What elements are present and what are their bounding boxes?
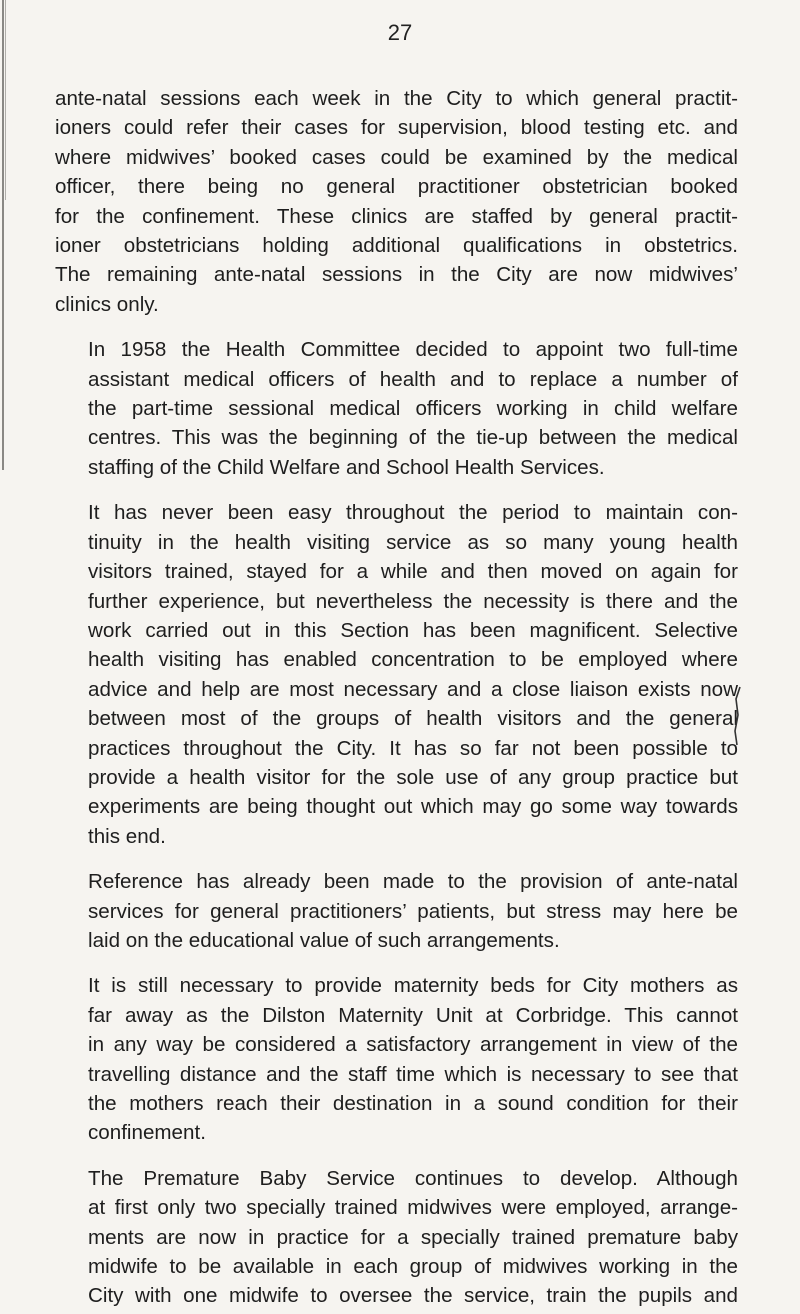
text-line: the mothers reach their destination in a sound condition for their	[88, 1092, 738, 1115]
text-line: City with one midwife to oversee the service, train the pupils and	[88, 1284, 738, 1308]
text-line: in any way be considered a satisfactory arrangement in view of the	[88, 1033, 738, 1057]
text-line: ioner obstetricians holding additional qualifications in obstetrics.	[55, 234, 738, 258]
text-line: where midwives’ booked cases could be examined by the medical	[55, 145, 738, 169]
text-line: experiments are being thought out which may go some way towards	[88, 795, 738, 819]
paragraph-health-visiting-service	[55, 498, 738, 851]
text-line: In 1958 the Health Committee decided to appoint two full-time	[88, 338, 738, 362]
text-line: further experience, but nevertheless the necessity is there and the	[88, 589, 738, 613]
text-line: staffing of the Child Welfare and School Health Services.	[88, 455, 605, 479]
paragraph-health-committee-1958	[55, 335, 738, 482]
paragraph-maternity-beds	[55, 971, 738, 1147]
text-line: laid on the educational value of such arrangements.	[88, 928, 560, 952]
paragraph-premature-baby-service	[55, 1164, 738, 1311]
text-line: confinement.	[88, 1121, 206, 1145]
text-line: tinuity in the health visiting service as so many young health	[88, 530, 738, 554]
text-line: midwife to be available in each group of midwives working in the	[88, 1255, 738, 1279]
text-line: ante-natal sessions each week in the City to which general practit-	[55, 87, 738, 110]
paragraph-antenatal-sessions	[55, 84, 738, 319]
margin-bracket-mark	[733, 685, 743, 747]
text-line: It is still necessary to provide maternity beds for City mothers as	[88, 974, 738, 998]
text-line: The Premature Baby Service continues to develop. Although	[88, 1166, 738, 1190]
body-text	[55, 84, 738, 1314]
text-line: Reference has already been made to the provision of ante-natal	[88, 870, 738, 894]
text-line: centres. This was the beginning of the tie-up between the medical	[88, 426, 738, 450]
page-number: 27	[387, 20, 413, 45]
text-line: travelling distance and the staff time which is necessary to see that	[88, 1062, 738, 1086]
text-line: at first only two specially trained midwives were employed, arrange-	[88, 1196, 738, 1220]
text-line: provide a health visitor for the sole use of any group practice but	[88, 765, 738, 789]
text-line: It has never been easy throughout the period to maintain con-	[88, 501, 738, 525]
text-line: work carried out in this Section has been magnificent. Selective	[88, 618, 738, 642]
text-line: health visiting has enabled concentration to be employed where	[88, 648, 738, 672]
text-line: this end.	[88, 824, 166, 848]
text-line: clinics only.	[55, 292, 159, 316]
text-line: practices throughout the City. It has so far not been possible to	[88, 736, 738, 760]
text-line: for the confinement. These clinics are staffed by general practit-	[55, 204, 738, 228]
text-line: ments are now in practice for a specially trained premature baby	[88, 1225, 738, 1249]
text-line: officer, there being no general practitioner obstetrician booked	[55, 175, 738, 199]
paragraph-reference-antenatal	[55, 867, 738, 955]
text-line: visitors trained, stayed for a while and then moved on again for	[88, 560, 738, 584]
page-edge-shadow	[2, 0, 4, 470]
text-line: advice and help are most necessary and a close liaison exists now	[88, 677, 738, 701]
text-line: far away as the Dilston Maternity Unit at Corbridge. This cannot	[88, 1003, 738, 1027]
text-line: services for general practitioners’ patients, but stress may here be	[88, 899, 738, 923]
text-line: ioners could refer their cases for supervision, blood testing etc. and	[55, 116, 738, 140]
text-line: between most of the groups of health visitors and the general	[88, 707, 738, 731]
text-line: assistant medical officers of health and to replace a number of	[88, 367, 738, 391]
text-line: the part-time sessional medical officers working in child welfare	[88, 397, 738, 421]
text-line: The remaining ante-natal sessions in the City are now midwives’	[55, 263, 738, 287]
